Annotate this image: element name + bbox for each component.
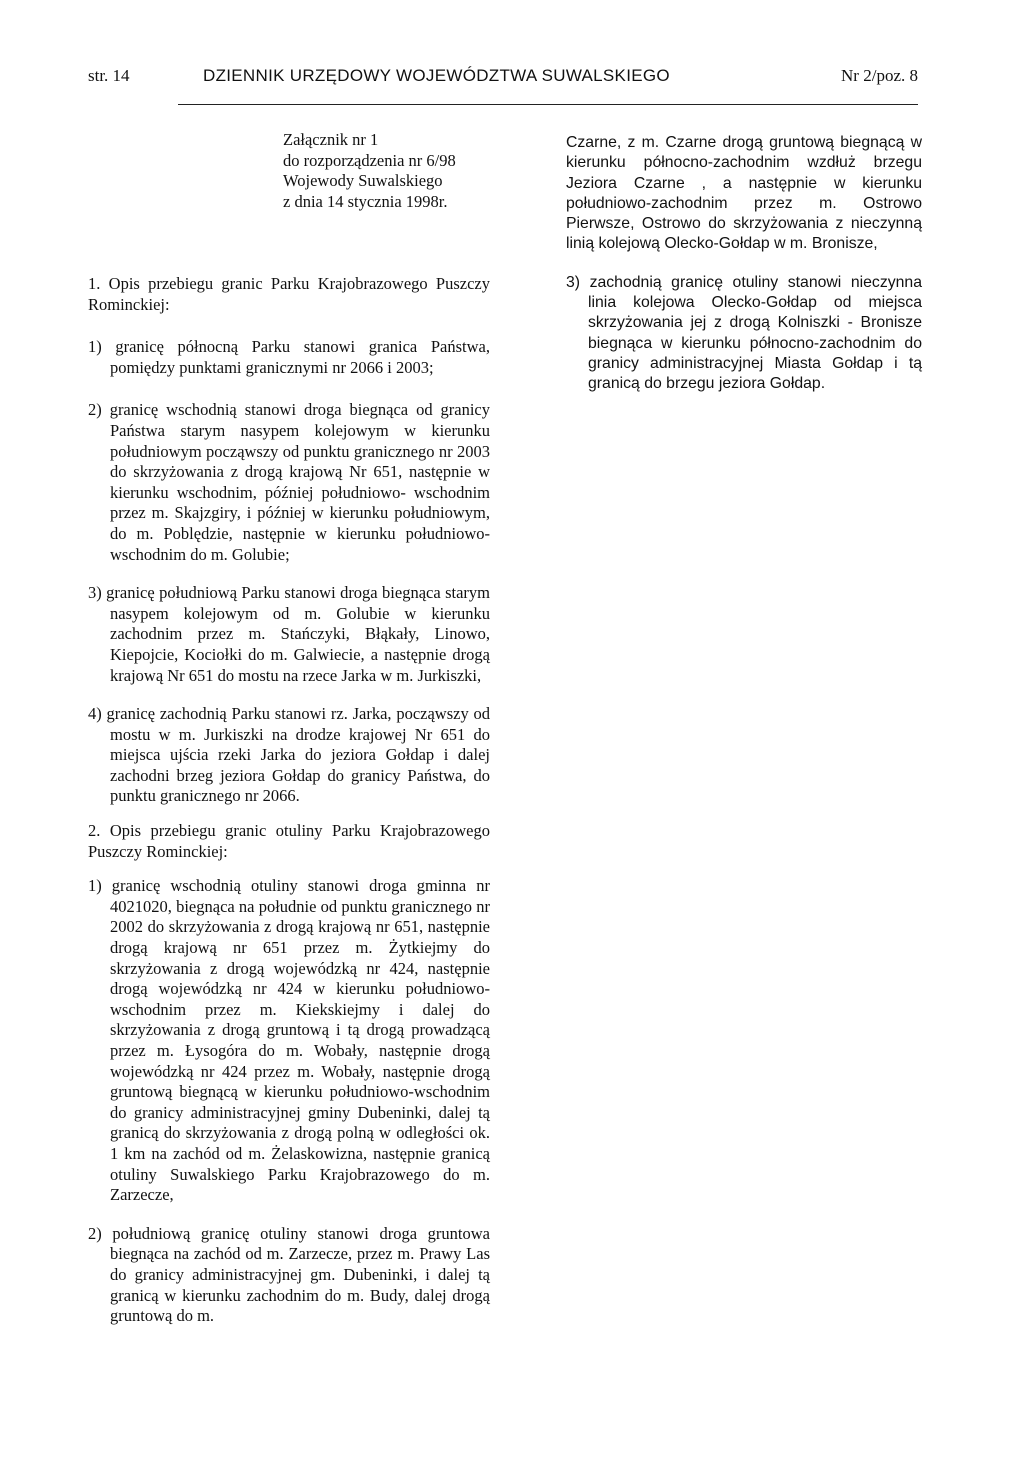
section-2-item-2-continuation: Czarne, z m. Czarne drogą gruntową biegnącą w kierunku północno-zachodnim wzdłuż brzegu Jeziora Czarne , a następnie w kierunku południowo-zachodnim przez m. Ostrowo Pierwsze, Ostrowo do skrzyżowania z nieczynną linią kolejową Olecko-Gołdap w m. Bronisze, (566, 134, 922, 253)
annex-line: Załącznik nr 1 (283, 130, 379, 149)
header-rule (178, 104, 918, 105)
annex-line: Wojewody Suwalskiego (283, 171, 443, 190)
section-1-item-3: 3) granicę południową Parku stanowi droga biegnąca starym nasypem kolejowym od m. Golubie w kierunku zachodnim przez m. Stańczyki, Błąkały, Linowo, Kiepojcie, Kociołki do m. Galwiecie, a następnie drogą krajową Nr 651 do mostu na rzece Jarka w m. Jurkiszki, (88, 583, 490, 685)
section-2-item-1: 1) granicę wschodnią otuliny stanowi droga gminna nr 4021020, biegnąca na południe od punktu granicznego nr 2002 do skrzyżowania z drogą krajową nr 651, następnie drogą krajową nr 651 przez m. Żytkiejmy do skrzyżowania z drogą wojewódzką nr 424, następnie drogą wojewódzką nr 424 w kierunku południowo-wschodnim przez m. Kiekskiejmy i dalej do skrzyżowania z drogą gruntową i tą drogą prowadzącą przez m. Łysogóra do m. Wobały, następnie drogą wojewódzką nr 424 przez m. Wobały, następnie drogą gruntową biegnącą w kierunku południowo-wschodnim do granicy administracyjnej gminy Dubeninki, dalej tą granicą do skrzyżowania z drogą polną w odległości ok. 1 km na zachód od m. Żelaskowizna, następnie granicą otuliny Suwalskiego Parku Krajobrazowego do m. Zarzecze, (88, 876, 490, 1205)
page-header (88, 66, 918, 106)
journal-title: DZIENNIK URZĘDOWY WOJEWÓDZTWA SUWALSKIEGO (203, 66, 670, 85)
section-1-item-1: 1) granicę północną Parku stanowi granica Państwa, pomiędzy punktami granicznymi nr 2066 i 2003; (88, 337, 490, 377)
left-column (88, 130, 490, 1327)
section-2-item-3: 3) zachodnią granicę otuliny stanowi nieczynna linia kolejowa Olecko-Gołdap od miejsca skrzyżowania jej z drogą Kolniszki - Bronisze biegnąca w kierunku północno-zachodnim do granicy administracyjnej Miasta Gołdap i tą granicą do brzegu jeziora Gołdap. (566, 273, 922, 393)
section-1-item-2: 2) granicę wschodnią stanowi droga biegnąca od granicy Państwa starym nasypem kolejowym w kierunku południowym począwszy od punktu granicznego nr 2003 do skrzyżowania z drogą krajową Nr 651, następnie w kierunku wschodnim, później południowo- wschodnim przez m. Skajzgiry, i później w kierunku południowym, do m. Poblędzie, następnie w kierunku południowo-wschodnim do m. Golubie; (88, 400, 490, 564)
section-2-heading: 2. Opis przebiegu granic otuliny Parku Krajobrazowego Puszczy Rominckiej: (88, 821, 490, 861)
annex-line: z dnia 14 stycznia 1998r. (283, 191, 448, 211)
annex-line: do rozporządzenia nr 6/98 (283, 150, 456, 170)
issue-number: Nr 2/poz. 8 (841, 66, 918, 85)
section-2-item-2: 2) południową granicę otuliny stanowi droga gruntowa biegnąca na zachód od m. Zarzecze, przez m. Prawy Las do granicy administracyjnej gm. Dubeninki, i dalej tą granicą w kierunku zachodnim do m. Budy, dalej drogą gruntową do m. (88, 1223, 490, 1326)
annex-heading (283, 130, 483, 212)
section-1-item-4: 4) granicę zachodnią Parku stanowi rz. Jarka, począwszy od mostu w m. Jurkiszki na drodze krajowej Nr 651 do miejsca ujścia rzeki Jarka do jeziora Gołdap i dalej zachodni brzeg jeziora Gołdap do granicy Państwa, do punktu granicznego nr 2066. (88, 704, 490, 806)
right-column (566, 133, 922, 395)
section-1-heading: 1. Opis przebiegu granic Parku Krajobrazowego Puszczy Rominckiej: (88, 274, 490, 314)
page-number: str. 14 (88, 66, 130, 85)
